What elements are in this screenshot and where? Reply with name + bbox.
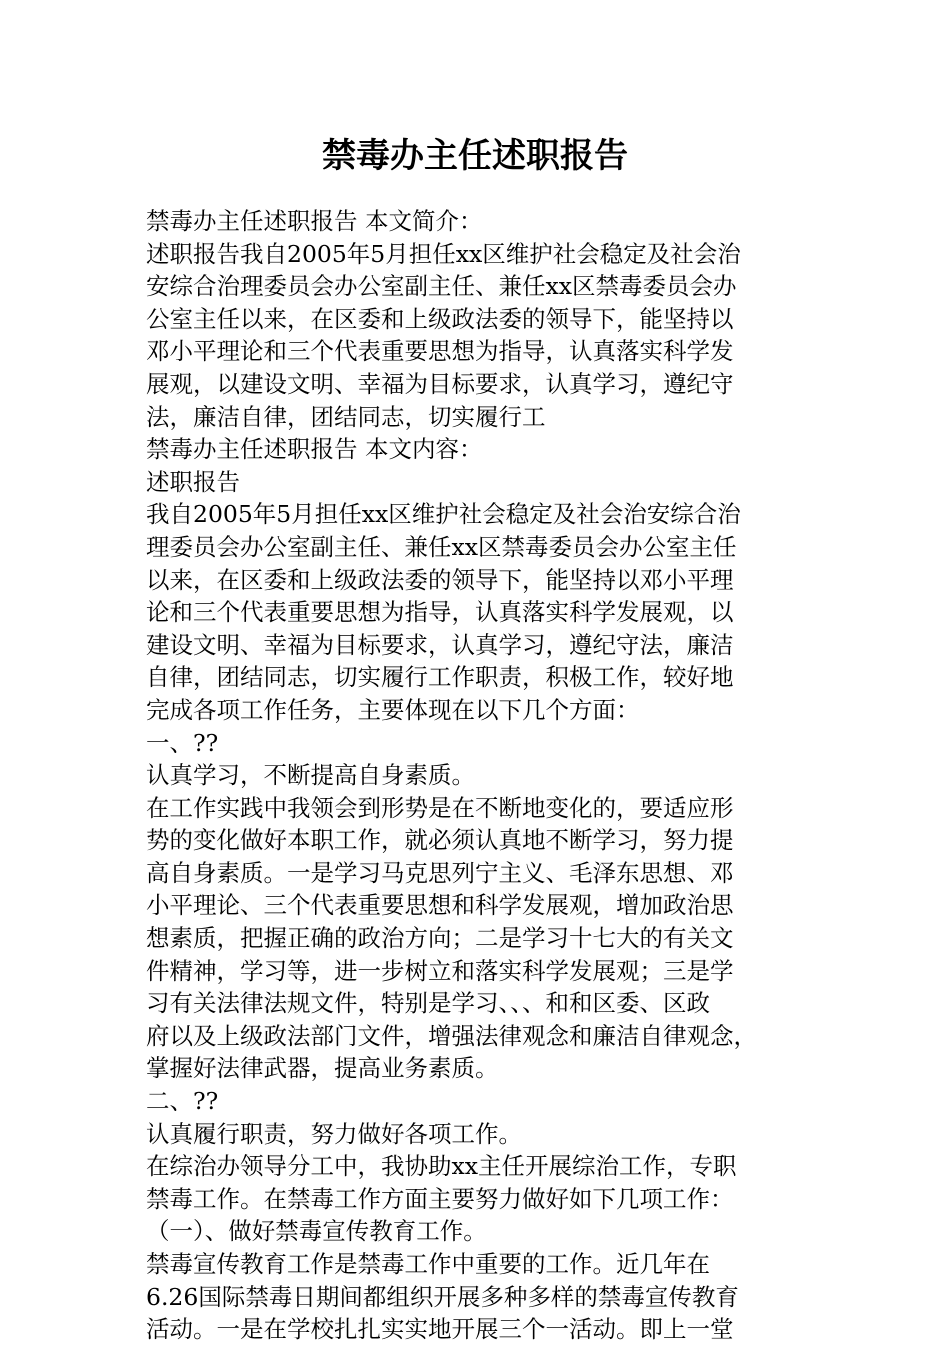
- text-line: 安综合治理委员会办公室副主任、兼任xx区禁毒委员会办: [146, 272, 737, 301]
- text-line: 邓小平理论和三个代表重要思想为指导，认真落实科学发: [146, 337, 734, 366]
- text-line: 6.26国际禁毒日期间都组织开展多种多样的禁毒宣传教育: [146, 1282, 739, 1311]
- text-line: 势的变化做好本职工作，就必须认真地不断学习，努力提: [146, 826, 734, 855]
- text-line: 小平理论、三个代表重要思想和科学发展观，增加政治思: [146, 891, 734, 920]
- document-title: 禁毒办主任述职报告: [322, 136, 628, 176]
- text-line: 论和三个代表重要思想为指导，认真落实科学发展观，以: [146, 598, 734, 627]
- text-line: 展观，以建设文明、幸福为目标要求，认真学习，遵纪守: [146, 369, 734, 398]
- text-line: 件精神，学习等，进一步树立和落实科学发展观；三是学: [146, 956, 734, 985]
- text-line: 认真履行职责，努力做好各项工作。: [146, 1119, 522, 1148]
- text-line: 我自2005年5月担任xx区维护社会稳定及社会治安综合治: [146, 500, 741, 529]
- text-line: 建设文明、幸福为目标要求，认真学习，遵纪守法，廉洁: [146, 630, 734, 659]
- text-line: （一）、做好禁毒宣传教育工作。: [146, 1217, 487, 1246]
- text-line: 高自身素质。一是学习马克思列宁主义、毛泽东思想、邓: [146, 858, 734, 887]
- text-line: 法，廉洁自律，团结同志，切实履行工: [146, 402, 546, 431]
- text-line: 禁毒工作。在禁毒工作方面主要努力做好如下几项工作：: [146, 1184, 734, 1213]
- text-line: 在综治办领导分工中，我协助xx主任开展综治工作，专职: [146, 1152, 737, 1181]
- text-line: 公室主任以来，在区委和上级政法委的领导下，能坚持以: [146, 304, 734, 333]
- text-line: 禁毒宣传教育工作是禁毒工作中重要的工作。近几年在: [146, 1250, 710, 1278]
- text-line: 活动。一是在学校扎扎实实地开展三个一活动。即上一堂: [146, 1315, 734, 1344]
- text-line: 以来，在区委和上级政法委的领导下，能坚持以邓小平理: [146, 565, 734, 594]
- text-line: 自律，团结同志，切实履行工作职责，积极工作，较好地: [146, 663, 734, 692]
- text-line: 述职报告我自2005年5月担任xx区维护社会稳定及社会治: [146, 239, 741, 268]
- text-line: 完成各项工作任务，主要体现在以下几个方面：: [146, 695, 640, 724]
- text-line: 习有关法律法规文件，特别是学习、、、和和区委、区政: [146, 989, 710, 1018]
- text-line: 府以及上级政法部门文件，增强法律观念和廉洁自律观念，: [146, 1021, 757, 1050]
- text-line: 禁毒办主任述职报告 本文简介：: [146, 207, 483, 235]
- text-line: 禁毒办主任述职报告 本文内容：: [146, 435, 483, 464]
- text-line: 认真学习，不断提高自身素质。: [146, 761, 475, 790]
- text-line: 掌握好法律武器，提高业务素质。: [146, 1054, 499, 1083]
- document-body: [146, 205, 806, 1346]
- text-line: 理委员会办公室副主任、兼任xx区禁毒委员会办公室主任: [146, 532, 737, 561]
- text-line: 想素质，把握正确的政治方向；二是学习十七大的有关文: [146, 924, 734, 953]
- text-line: 述职报告: [146, 467, 240, 496]
- text-line: 二、??: [146, 1087, 219, 1116]
- text-line: 在工作实践中我领会到形势是在不断地变化的，要适应形: [146, 793, 734, 822]
- text-line: 一、??: [146, 728, 219, 757]
